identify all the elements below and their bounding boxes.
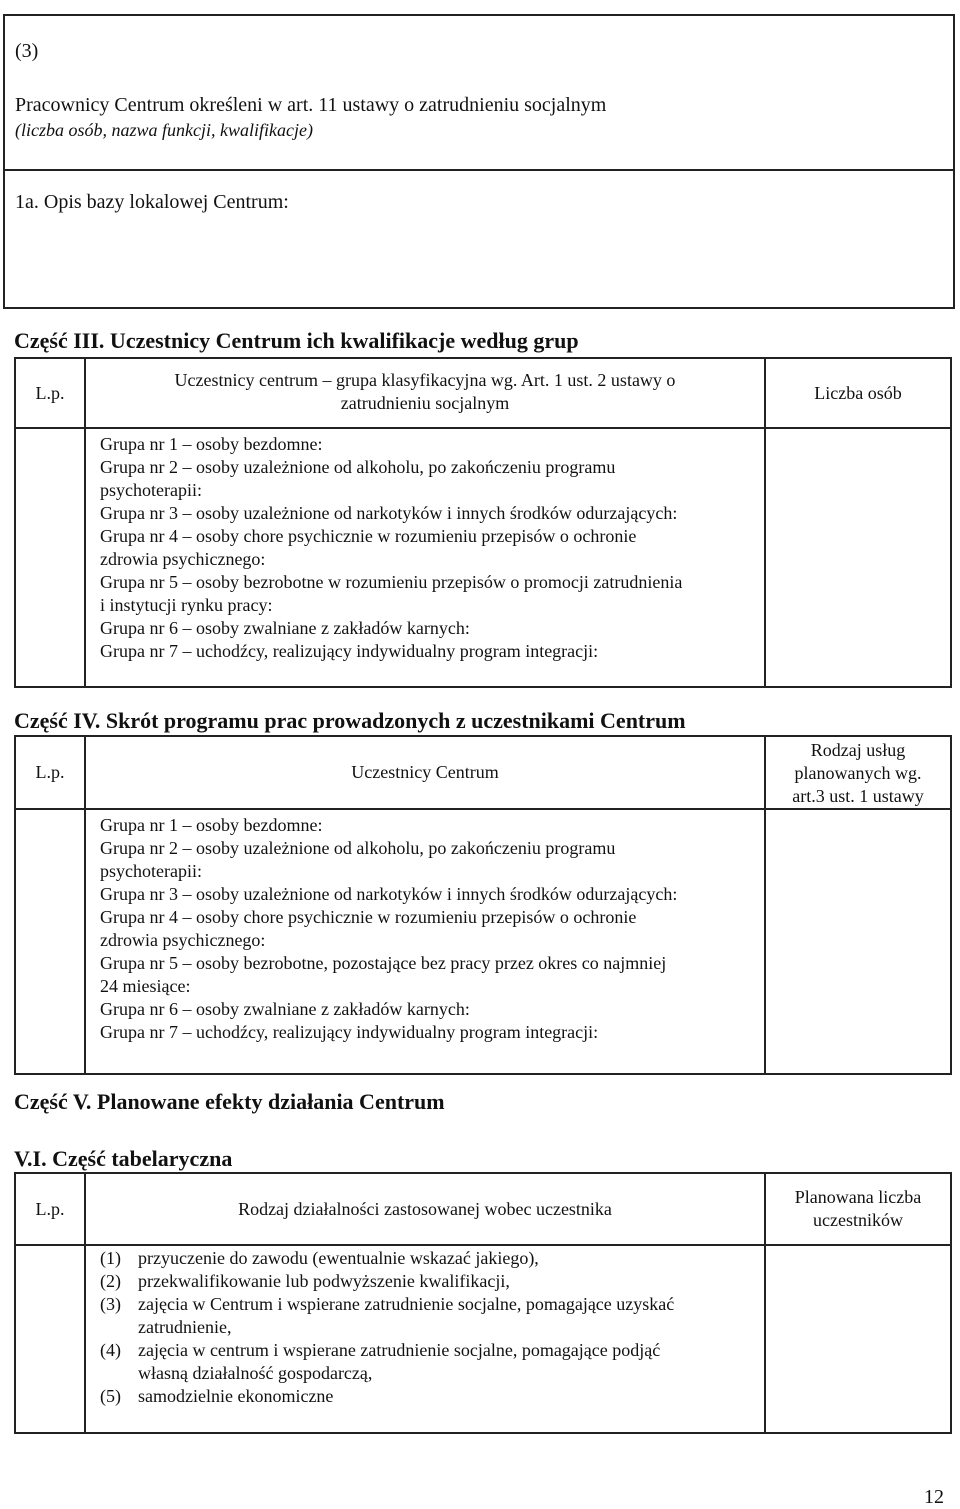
premises-title: 1a. Opis bazy lokalowej Centrum:	[15, 191, 289, 213]
activity-text: samodzielnie ekonomiczne	[138, 1386, 334, 1406]
part3-group-line: zdrowia psychicznego:	[100, 549, 266, 569]
employees-box	[3, 14, 955, 171]
part3-header-main-line2: zatrudnieniu socjalnym	[340, 393, 510, 413]
part3-header-main-line1: Uczestnicy centrum – grupa klasyfikacyjna wg. Art. 1 ust. 2 ustawy o	[174, 370, 676, 390]
part5-header-lp: L.p.	[35, 1198, 65, 1219]
page-number: 12	[924, 1486, 944, 1508]
part5-header-planned-line2: uczestników	[813, 1210, 903, 1230]
part4-header-services-line2: planowanych wg.	[794, 763, 922, 783]
part4-header-lp: L.p.	[35, 762, 65, 782]
part3-table	[14, 357, 952, 688]
part4-group-line: 24 miesiące:	[100, 976, 191, 996]
activity-number: (4)	[100, 1340, 121, 1360]
part5-header-main: Rodzaj działalności zastosowanej wobec uczestnika	[238, 1198, 612, 1219]
part5-header-planned-cell	[765, 1173, 951, 1245]
part4-group-line: Grupa nr 2 – osoby uzależnione od alkoholu, po zakończeniu programu	[100, 838, 616, 858]
activity-text: zajęcia w Centrum i wspierane zatrudnienie socjalne, pomagające uzyskać	[138, 1294, 675, 1314]
part4-group-line: psychoterapii:	[100, 861, 202, 881]
activity-item	[100, 1339, 758, 1385]
part5-planned-cell[interactable]	[765, 1245, 951, 1433]
part3-group-line: Grupa nr 5 – osoby bezrobotne w rozumieniu przepisów o promocji zatrudnienia	[100, 572, 683, 592]
part4-heading: Część IV. Skrót programu prac prowadzonych z uczestnikami Centrum	[14, 708, 686, 733]
part5-heading: Część V. Planowane efekty działania Centrum	[14, 1089, 445, 1114]
employees-title: Pracownicy Centrum określeni w art. 11 ustawy o zatrudnieniu socjalnym	[15, 94, 607, 116]
part3-header-lp-cell	[15, 358, 85, 428]
activity-text: własną działalność gospodarczą,	[138, 1363, 373, 1383]
part4-header-services-cell	[765, 736, 951, 809]
activity-number: (2)	[100, 1271, 121, 1291]
part4-table	[14, 735, 952, 1075]
activity-text: przyuczenie do zawodu (ewentualnie wskazać jakiego),	[138, 1248, 539, 1268]
part4-group-line: Grupa nr 5 – osoby bezrobotne, pozostające bez pracy przez okres co najmniej	[100, 953, 667, 973]
part3-header-main-cell	[85, 358, 765, 428]
activity-item	[100, 1270, 758, 1293]
part3-lp-cell	[15, 428, 85, 687]
part4-group-line: Grupa nr 6 – osoby zwalniane z zakładów karnych:	[100, 999, 470, 1019]
part4-header-lp-cell	[15, 736, 85, 809]
section-number: (3)	[15, 40, 39, 62]
activity-text: przekwalifikowanie lub podwyższenie kwalifikacji,	[138, 1271, 510, 1291]
part3-groups-cell	[85, 428, 765, 687]
part5-lp-cell	[15, 1245, 85, 1433]
part3-group-line: Grupa nr 2 – osoby uzależnione od alkoholu, po zakończeniu programu	[100, 457, 616, 477]
part4-header-services-line3: art.3 ust. 1 ustawy	[792, 786, 924, 806]
part3-header-lp: L.p.	[35, 382, 65, 403]
activity-item	[100, 1247, 758, 1270]
part5-header-main-cell	[85, 1173, 765, 1245]
part4-group-line: Grupa nr 3 – osoby uzależnione od narkotyków i innych środków odurzających:	[100, 884, 678, 904]
activity-item	[100, 1293, 758, 1339]
part4-lp-cell	[15, 809, 85, 1074]
part3-group-line: Grupa nr 6 – osoby zwalniane z zakładów karnych:	[100, 618, 470, 638]
activity-number: (5)	[100, 1386, 121, 1406]
part4-services-cell[interactable]	[765, 809, 951, 1074]
part3-header-count: Liczba osób	[814, 382, 902, 403]
part3-group-line: Grupa nr 1 – osoby bezdomne:	[100, 434, 323, 454]
part5-items-cell	[85, 1245, 765, 1433]
part3-header-count-cell	[765, 358, 951, 428]
part4-group-line: zdrowia psychicznego:	[100, 930, 266, 950]
part5-header-planned-line1: Planowana liczba	[794, 1187, 922, 1207]
part4-group-line: Grupa nr 4 – osoby chore psychicznie w rozumieniu przepisów o ochronie	[100, 907, 637, 927]
part3-group-line: Grupa nr 3 – osoby uzależnione od narkotyków i innych środków odurzających:	[100, 503, 678, 523]
part5-table	[14, 1172, 952, 1434]
part4-header-services-line1: Rodzaj usług	[810, 740, 906, 760]
part5-header-lp-cell	[15, 1173, 85, 1245]
part3-group-line: Grupa nr 7 – uchodźcy, realizujący indywidualny program integracji:	[100, 641, 599, 661]
part3-group-line: psychoterapii:	[100, 480, 202, 500]
activity-text: zatrudnienie,	[138, 1317, 232, 1337]
part3-group-line: Grupa nr 4 – osoby chore psychicznie w rozumieniu przepisów o ochronie	[100, 526, 637, 546]
part4-group-line: Grupa nr 7 – uchodźcy, realizujący indywidualny program integracji:	[100, 1022, 599, 1042]
activity-number: (3)	[100, 1294, 121, 1314]
part5-subheading: V.I. Część tabelaryczna	[14, 1146, 233, 1171]
employees-subtitle: (liczba osób, nazwa funkcji, kwalifikacje)	[15, 120, 313, 140]
premises-box	[3, 169, 955, 309]
activity-text: zajęcia w centrum i wspierane zatrudnienie socjalne, pomagające podjąć	[138, 1340, 661, 1360]
part3-group-line: i instytucji rynku pracy:	[100, 595, 273, 615]
part4-header-main: Uczestnicy Centrum	[351, 762, 499, 782]
activity-item	[100, 1385, 758, 1408]
part3-heading: Część III. Uczestnicy Centrum ich kwalifikacje według grup	[14, 328, 579, 353]
part4-header-main-cell	[85, 736, 765, 809]
activity-number: (1)	[100, 1248, 121, 1268]
part4-groups-cell	[85, 809, 765, 1074]
part3-count-cell[interactable]	[765, 428, 951, 687]
part4-group-line: Grupa nr 1 – osoby bezdomne:	[100, 815, 323, 835]
